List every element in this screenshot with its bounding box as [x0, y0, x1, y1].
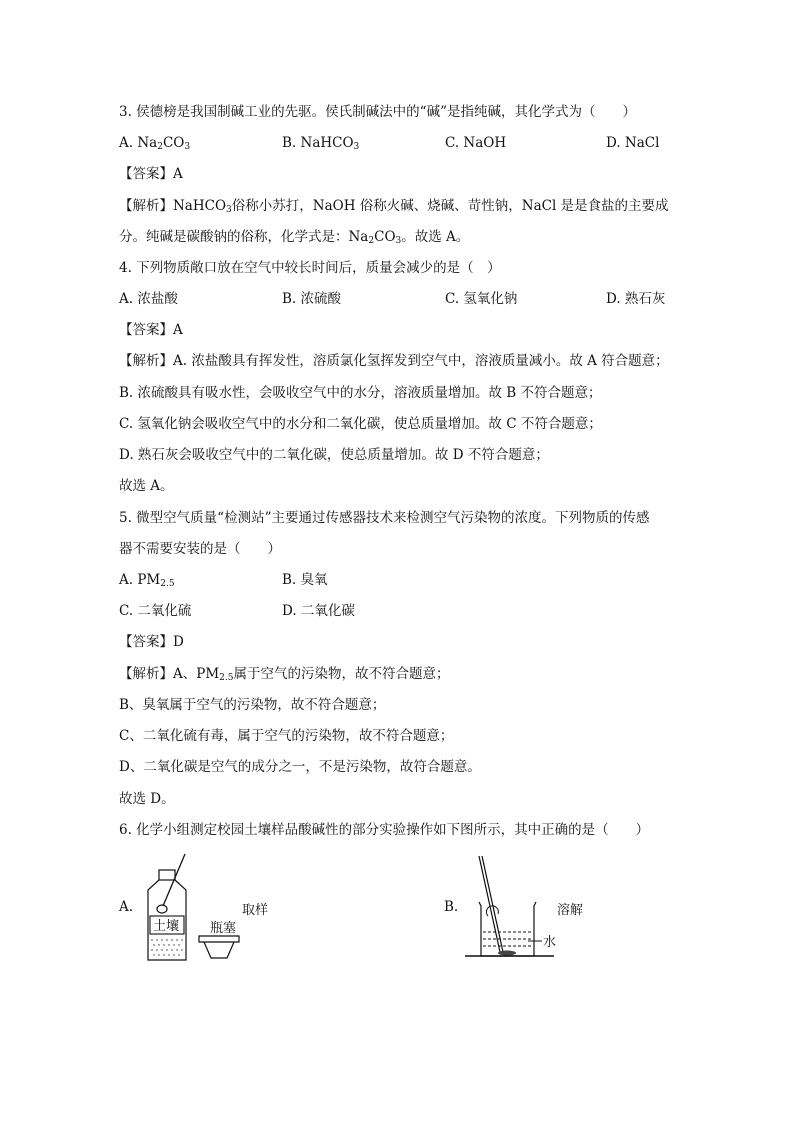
q6-figure-a — [138, 852, 268, 962]
q5-option-d[interactable]: D. 二氧化碳 — [282, 603, 355, 619]
q3-option-a[interactable]: A. $Na_2CO_3$ — [119, 135, 191, 152]
q4-answer: 【答案】A — [119, 322, 183, 338]
q4-option-c[interactable]: C. 氢氧化钠 — [445, 291, 518, 307]
q5-analysis-line-5: 故选 D。 — [119, 791, 175, 807]
q5-option-c[interactable]: C. 二氧化硫 — [119, 603, 192, 619]
q5-stem-line-1: 5. 微型空气质量“检测站”主要通过传感器技术来检测空气污染物的浓度。下列物质的传感 — [119, 510, 650, 526]
q4-option-a[interactable]: A. 浓盐酸 — [119, 291, 178, 307]
q6-option-a[interactable]: A. — [119, 899, 134, 915]
q4-option-d[interactable]: D. 熟石灰 — [606, 291, 666, 307]
q5-answer: 【答案】D — [119, 634, 184, 650]
q3-analysis-line-1: 【解析】NaHCO$_3$俗称小苏打，NaOH 俗称火碱、烧碱、苛性钠，NaCl 是是食盐的主要成 — [119, 198, 669, 215]
q4-analysis-line-5: 故选 A。 — [119, 478, 174, 494]
q5-analysis-line-4: D、二氧化碳是空气的成分之一，不是污染物，故符合题意。 — [119, 759, 481, 775]
q4-option-b[interactable]: B. 浓硫酸 — [282, 291, 342, 307]
q5-stem-line-2: 器不需要安装的是（ ） — [119, 541, 281, 557]
caption-sampling: 取样 — [242, 903, 268, 918]
q6-option-b[interactable]: B. — [444, 899, 459, 915]
q4-stem: 4. 下列物质敞口放在空气中较长时间后，质量会减少的是（ ） — [119, 260, 501, 276]
q4-analysis-line-1: 【解析】A. 浓盐酸具有挥发性，溶质氯化氢挥发到空气中，溶液质量减小。故 A 符合题意； — [119, 353, 669, 369]
q5-analysis-line-3: C、二氧化硫有毒，属于空气的污染物，故不符合题意； — [119, 728, 454, 744]
q3-option-d[interactable]: D. NaCl — [606, 135, 660, 151]
caption-dissolving: 溶解 — [557, 903, 584, 918]
water-label: 水 — [543, 935, 557, 950]
q6-figure-b — [462, 852, 612, 962]
q5-option-b[interactable]: B. 臭氧 — [282, 572, 328, 588]
q3-option-b[interactable]: B. NaHCO$_3$ — [282, 135, 360, 152]
q5-analysis-line-1: 【解析】A、$PM_{2.5}$属于空气的污染物，故不符合题意； — [119, 666, 450, 683]
q4-analysis-line-2: B. 浓硫酸具有吸水性，会吸收空气中的水分，溶液质量增加。故 B 不符合题意； — [119, 385, 602, 401]
q3-option-c[interactable]: C. NaOH — [445, 135, 507, 151]
q5-analysis-line-2: B、臭氧属于空气的污染物，故不符合题意； — [119, 697, 386, 713]
q5-option-a[interactable]: A. $PM_{2.5}$ — [119, 572, 175, 589]
q3-stem: 3. 侯德榜是我国制碱工业的先驱。侯氏制碱法中的“碱”是指纯碱，其化学式为（ ） — [119, 104, 636, 120]
jar-label: 土壤 — [153, 919, 180, 934]
stopper-label: 瓶塞 — [210, 921, 237, 936]
q4-analysis-line-3: C. 氢氧化钠会吸收空气中的水分和二氧化碳，使总质量增加。故 C 不符合题意； — [119, 416, 602, 432]
q3-answer: 【答案】A — [119, 166, 183, 182]
q6-stem: 6. 化学小组测定校园土壤样品酸碱性的部分实验操作如下图所示，其中正确的是（ ） — [119, 822, 650, 838]
q3-analysis-line-2: 分。纯碱是碳酸钠的俗称，化学式是：$Na_2CO_3$。故选 A。 — [119, 229, 470, 246]
q4-analysis-line-4: D. 熟石灰会吸收空气中的二氧化碳，使总质量增加。故 D 不符合题意； — [119, 447, 549, 463]
